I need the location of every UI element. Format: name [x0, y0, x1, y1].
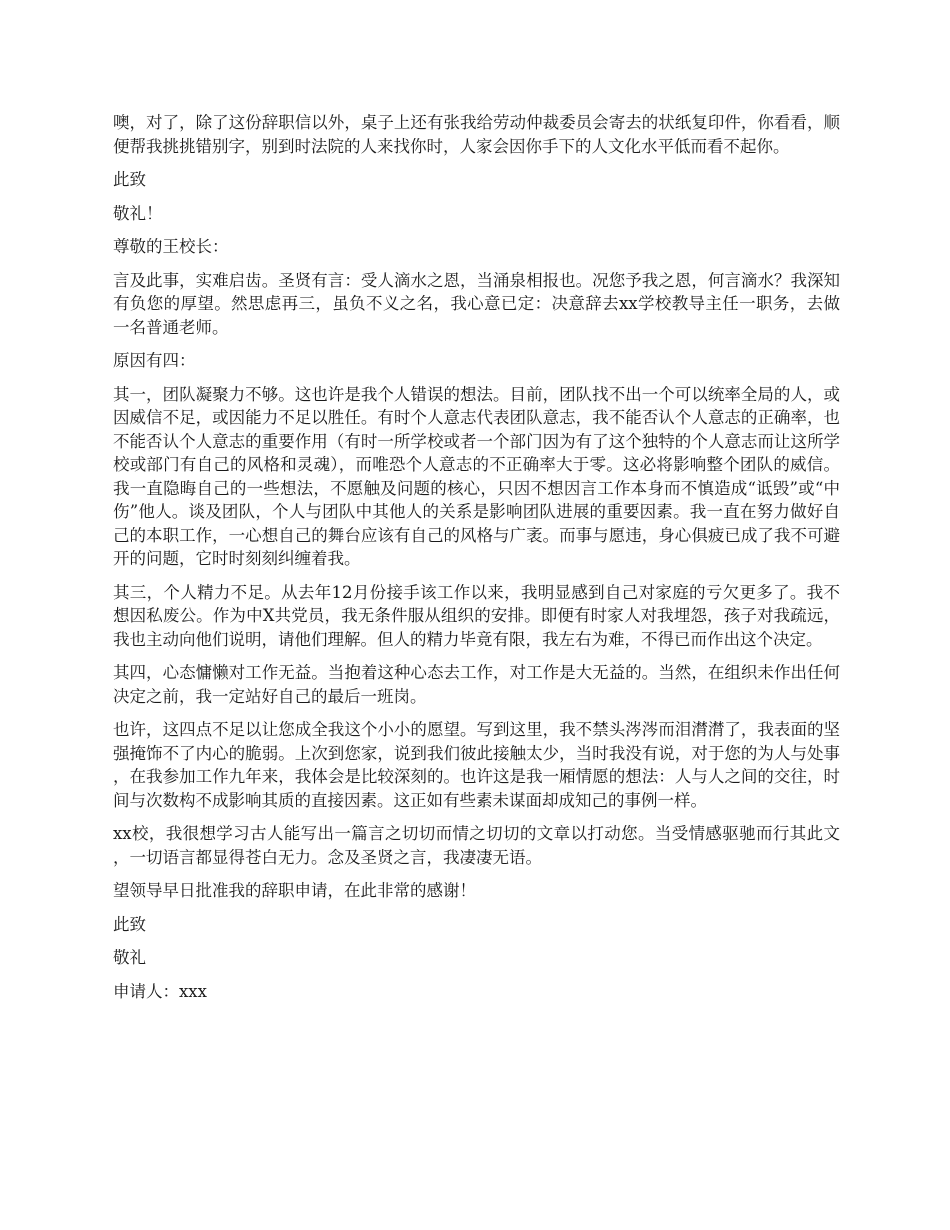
paragraph-reflection: 也许，这四点不足以让您成全我这个小小的愿望。写到这里，我不禁头涔涔而泪潸潸了，我表面的坚强掩饰不了内心的脆弱。上次到您家，说到我们彼此接触太少，当时我没有说，对于您的为人与处事，在我参加工作九年来，我体会是比较深刻的。也许这是我一厢情愿的想法：人与人之间的交往，时间与次数构不成影响其质的直接因素。这正如有些素未谋面却成知己的事例一样。	[113, 720, 840, 810]
paragraph-reason-one: 其一，团队凝聚力不够。这也许是我个人错误的想法。目前，团队找不出一个可以统率全局的人，或因威信不足，或因能力不足以胜任。有时个人意志代表团队意志，我不能否认个人意志的正确率，也不能否认个人意志的重要作用（有时一所学校或者一个部门因为有了这个独特的个人意志而让这所学校或部门有自己的风格和灵魂），而唯恐个人意志的不正确率大于零。这必将影响整个团队的威信。我一直隐晦自己的一些想法，不愿触及问题的核心，只因不想因言工作本身而不慎造成“诋毁”或“中伤”他人。谈及团队，个人与团队中其他人的关系是影响团队进展的重要因素。我一直在努力做好自己的本职工作，一心想自己的舞台应该有自己的风格与广袤。而事与愿违，身心俱疲已成了我不可避开的问题，它时时刻刻纠缠着我。	[113, 384, 840, 568]
paragraph-appeal: xx校，我很想学习古人能写出一篇言之切切而情之切切的文章以打动您。当受情感驱驰而行其此文，一切语言都显得苍白无力。念及圣贤之言，我凄凄无语。	[113, 824, 840, 867]
closing-salutation-final: 此致	[113, 914, 146, 934]
paragraph-reasons-heading: 原因有四：	[113, 351, 196, 370]
paragraph-postscript: 噢，对了，除了这份辞职信以外，桌子上还有张我给劳动仲裁委员会寄去的状纸复印件，你看看，顺便帮我挑挑错别字，别到时法院的人来找你时，人家会因你手下的人文化水平低而看不起你。	[113, 113, 840, 156]
document-body	[113, 111, 840, 1013]
signature-applicant: 申请人：xxx	[113, 981, 207, 1001]
closing-salutation: 此致	[113, 170, 146, 189]
closing-respect: 敬礼！	[113, 203, 163, 223]
paragraph-reason-three: 其三，个人精力不足。从去年12月份接手该工作以来，我明显感到自己对家庭的亏欠更多了。我不想因私废公。作为中X共党员，我无条件服从组织的安排。即便有时家人对我埋怨，孩子对我疏远，我也主动向他们说明，请他们理解。但人的精力毕竟有限，我左右为难，不得已而作出这个决定。	[113, 582, 840, 649]
paragraph-intro: 言及此事，实难启齿。圣贤有言：受人滴水之恩，当涌泉相报也。况您予我之恩，何言滴水？我深知有负您的厚望。然思虑再三，虽负不义之名，我心意已定：决意辞去xx学校教导主任一职务，去做一名普通老师。	[113, 270, 840, 337]
paragraph-request: 望领导早日批准我的辞职申请，在此非常的感谢！	[113, 881, 476, 900]
letter-greeting: 尊敬的王校长：	[113, 237, 229, 256]
paragraph-reason-four: 其四，心态慵懒对工作无益。当抱着这种心态去工作，对工作是大无益的。当然，在组织未作出任何决定之前，我一定站好自己的最后一班岗。	[113, 663, 840, 706]
closing-respect-final: 敬礼	[113, 948, 146, 967]
